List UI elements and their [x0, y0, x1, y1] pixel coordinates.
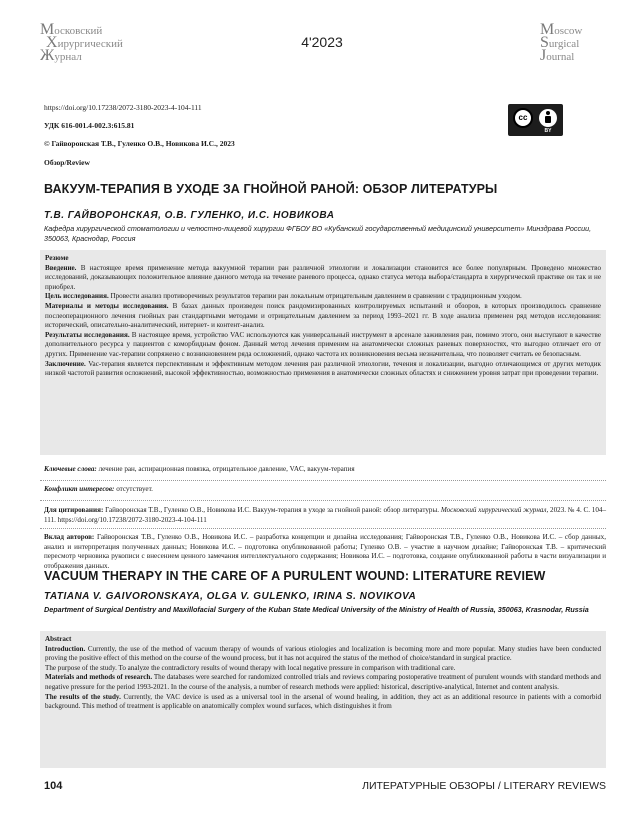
logo-en-word-1: oscow [554, 25, 583, 37]
conflict-ru: Конфликт интересов: отсутствует. [44, 485, 153, 493]
article-title-en: VACUUM THERAPY IN THE CARE OF A PURULENT WOUND: LITERATURE REVIEW [44, 569, 546, 583]
divider [40, 528, 606, 529]
article-type: Обзор/Review [44, 158, 90, 167]
authors-ru: Т.В. ГАЙВОРОНСКАЯ, О.В. ГУЛЕНКО, И.С. НОВИКОВА [44, 210, 335, 221]
cc-icon: cc [513, 108, 533, 128]
logo-en-word-3: ournal [546, 51, 575, 63]
udk-code: УДК 616-001.4-002.3:615.81 [44, 121, 135, 130]
abstract-aim-ru: Цель исследования. Провести анализ противоречивых результатов терапии ран локальным отрицательным давлением в сравнении с традиционным уходом. [45, 292, 522, 301]
citation-ru: Для цитирования: Гайворонская Т.В., Гуленко О.В., Новикова И.С. Вакуум-терапия в уходе за гнойной раной: обзор литературы. Московский хирургический журнал, 2023. № 4. С. 104–111. https://doi.org/10.17238/2072-3180-2023-4-104-111 [44, 506, 606, 524]
abstract-ru [40, 250, 606, 455]
abstract-methods-ru: Материалы и методы исследования. В базах данных произведен поиск рандомизированных контролируемых испытаний и обзоров, в которых производилось сравнение послеоперационного лечения гнойных ран стандартными методами и отрицательным давлением за период 1993–2021 гг. В ходе анализа применен ряд методов исследования: исторический, описательно-аналитический, интернет- и контент-анализ. [45, 301, 601, 330]
logo-ru-line-1: Московский [40, 21, 103, 38]
abstract-heading-en: Abstract [45, 635, 72, 643]
page-number: 104 [44, 780, 63, 792]
article-title-ru: ВАКУУМ-ТЕРАПИЯ В УХОДЕ ЗА ГНОЙНОЙ РАНОЙ: ОБЗОР ЛИТЕРАТУРЫ [44, 182, 498, 196]
divider [40, 500, 606, 501]
doi-link[interactable]: https://doi.org/10.17238/2072-3180-2023-4-104-111 [44, 103, 202, 112]
abstract-heading-ru: Резюме [45, 254, 69, 262]
copyright-line: © Гайворонская Т.В., Гуленко О.В., Новикова И.С., 2023 [44, 139, 235, 148]
issue-number: 4'2023 [301, 34, 343, 50]
authors-en: TATIANA V. GAIVORONSKAYA, OLGA V. GULENKO, IRINA S. NOVIKOVA [44, 591, 417, 602]
abstract-conclusion-ru: Заключение. Vac-терапия является перспективным и эффективным методом лечения ран различной этиологии, течения и локализации, выгодно отличающимся от других методик низкой частотой развития осложнений, высокой эффективностью, возможностью применения в анатомически сложных областях и снижением уровня затрат при проведении терапии. [45, 359, 601, 378]
logo-ru-line-3: Журнал [40, 47, 82, 64]
abstract-intro-en: Introduction. Currently, the use of the method of vacuum therapy of wounds of various etiologies and localization is becoming more and more popular. Many studies have been conducted proving the positive effect of this method on the course of the wound process, but it has not acquired the status of the method of choice/standard in surgical practice. [45, 644, 601, 663]
logo-en-line-3: Journal [540, 47, 575, 64]
cc-by-license-badge[interactable] [508, 104, 563, 136]
logo-ru-word-1: осковский [54, 25, 103, 37]
divider [40, 480, 606, 481]
abstract-results-ru: Результаты исследования. В настоящее время, устройство VAC используются как универсальный инструмент в арсенале заживления ран, помимо этого, они выступают в качестве дополнительного ресурса у пациентов с коморбидным фоном. Данный метод лечения применим на анатомически сложных раневых поверхностях, что выгодно отличает его от других. Применение vac-терапии сопряжено с возникновением ряда осложнений, однако частота их возникновения весьма незначительна, что позволяет считать ее безопасным. [45, 330, 601, 358]
logo-en-word-2: urgical [548, 38, 580, 50]
abstract-intro-ru: Введение. В настоящее время применение метода вакуумной терапии ран различной этиологии и локализации становится все более популярным. Проведено множество исследований, доказывающих положительное влияние данного метода на течение раневого процесса, однако статуса метода выбора/стандарта в хирургической практике он так и не приобрел. [45, 263, 601, 291]
logo-ru-word-3: урнал [54, 51, 82, 63]
abstract-methods-en: Materials and methods of research. The databases were searched for randomized controlled trials and reviews comparing postoperative treatment of purulent wounds with standard methods and negative pressure for the period 1993-2021. In the course of the analysis, a number of research methods were applied: historical, descriptive-analytical, Internet and content analysis. [45, 673, 601, 691]
contributions-ru: Вклад авторов: Гайворонская Т.В., Гуленко О.В., Новикова И.С. – разработка концепции и дизайна исследования; Гайворонская Т.В., Гуленко О.В., Новикова И.С. – сбор данных, анализ и интерпретация полученных данных; Новикова И.С. – подготовка опубликованной работы; Гуленко О.В. – участие в научном дизайне; Гайворонская Т.В. – критический пересмотр черновика рукописи с внесением ценного замечания интеллектуального содержания; Новикова И.С. – подготовка, создание опубликованной работы в части визуализации и отображения данных. [44, 533, 606, 570]
abstract-en [40, 631, 606, 768]
by-label: BY [544, 128, 552, 134]
affiliation-ru: Кафедра хирургической стоматологии и челюстно-лицевой хирургии ФГБОУ ВО «Кубанский государственный медицинский университет» Минздрава России, 350063, Краснодар, Россия [44, 224, 592, 243]
attribution-person-icon [539, 109, 557, 127]
abstract-aim-en: The purpose of the study. To analyze the contradictory results of wound therapy with local negative pressure in comparison with traditional care. [45, 663, 456, 672]
journal-logo-en [540, 21, 610, 64]
keywords-ru: Ключевые слова: лечение ран, аспирационная повязка, отрицательное давление, VAC, вакуум-терапия [44, 465, 355, 473]
logo-en-line-2: Surgical [540, 34, 580, 51]
logo-ru-line-2: Хирургический [46, 34, 123, 51]
section-title: ЛИТЕРАТУРНЫЕ ОБЗОРЫ / LITERARY REVIEWS [362, 780, 606, 792]
affiliation-en: Department of Surgical Dentistry and Maxillofacial Surgery of the Kuban State Medical University of the Ministry of Health of Russia, 350063, Krasnodar, Russia [44, 605, 589, 614]
abstract-results-en: The results of the study. Currently, the VAC device is used as a universal tool in the arsenal of wound healing, in addition, they act as an additional resource in patients with a comorbid background. This method of treatment is applicable on anatomically complex wound surfaces, which distinguishes it from [45, 692, 601, 711]
logo-en-line-1: Moscow [540, 21, 583, 38]
logo-ru-word-2: ирургический [57, 38, 123, 50]
